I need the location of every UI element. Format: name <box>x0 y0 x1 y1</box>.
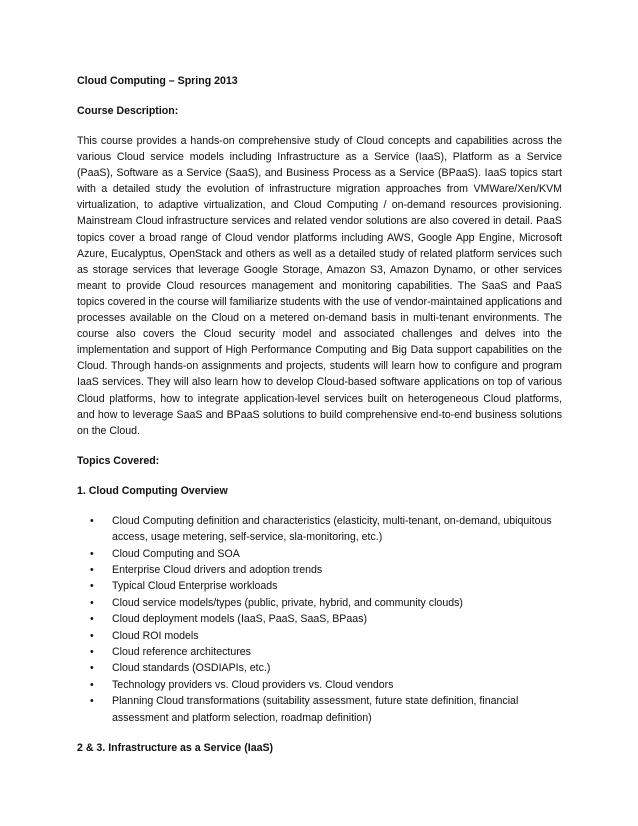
list-item <box>77 693 562 726</box>
bullet-icon: • <box>90 662 94 675</box>
list-item <box>77 677 562 693</box>
list-item-text: Cloud Computing and SOA <box>112 547 240 560</box>
list-item-text: Enterprise Cloud drivers and adoption trends <box>112 564 323 576</box>
list-item-text: Cloud deployment models (IaaS, PaaS, SaaS, BPaas) <box>112 613 367 626</box>
bullet-icon: • <box>90 613 94 626</box>
list-item-text: Cloud standards (OSDIAPIs, etc.) <box>112 662 271 675</box>
list-item-text: Cloud Computing definition and characteristics (elasticity, multi-tenant, on-demand, ubiquitous access, usage metering, self-service, sla-monitoring, etc.) <box>112 514 552 544</box>
list-item <box>77 562 562 578</box>
bullet-icon: • <box>90 646 94 659</box>
section-1-heading: 1. Cloud Computing Overview <box>77 484 228 497</box>
list-item-text: Cloud service models/types (public, private, hybrid, and community clouds) <box>112 596 463 609</box>
list-item <box>77 595 562 611</box>
list-item-text: Cloud reference architectures <box>112 646 251 659</box>
course-description-paragraph: This course provides a hands-on comprehensive study of Cloud concepts and capabilities across the various Cloud service models including Infrastructure as a Service (IaaS), Platform as a Service (PaaS), Software as a Service (SaaS), and Business Process as a Service (BPaaS). IaaS topics start with a detailed study the evolution of infrastructure migration approaches from VMWare/Xen/KVM virtualization, to adaptive virtualization, and Cloud Computing / on-demand resources provisioning. Mainstream Cloud infrastructure services and related vendor solutions are also covered in detail. PaaS topics cover a broad range of Cloud vendor platforms including AWS, Google App Engine, Microsoft Azure, Eucalyptus, OpenStack and others as well as a detailed study of related platform services such as storage services that leverage Google Storage, Amazon S3, Amazon Dynamo, or other services meant to provide Cloud resources management and monitoring capabilities. The SaaS and PaaS topics covered in the course will familiarize students with the use of vendor-maintained applications and processes available on the Cloud on a metered on-demand basis in multi-tenant environments. The course also covers the Cloud security model and associated challenges and delves into the implementation and support of High Performance Computing and Big Data support capabilities on the Cloud. Through hands-on assignments and projects, students will learn how to configure and program IaaS services. They will also learn how to develop Cloud-based software applications on top of various Cloud platforms, how to integrate application-level services built on heterogeneous Cloud platforms, and how to leverage SaaS and BPaaS solutions to build comprehensive end-to-end business solutions on the Cloud. <box>77 135 562 437</box>
bullet-icon: • <box>90 564 94 576</box>
list-item <box>77 611 562 627</box>
list-item-text: Typical Cloud Enterprise workloads <box>112 580 278 593</box>
list-item <box>77 628 562 644</box>
course-description-label: Course Description: <box>77 105 179 117</box>
list-item-text: Planning Cloud transformations (suitability assessment, future state definition, financial assessment and platform selection, roadmap definition) <box>112 695 519 724</box>
list-item <box>77 513 562 546</box>
bullet-icon: • <box>90 695 94 708</box>
section-2-heading: 2 & 3. Infrastructure as a Service (IaaS) <box>77 742 274 755</box>
list-item-text: Cloud ROI models <box>112 629 199 642</box>
document-title: Cloud Computing – Spring 2013 <box>77 75 238 87</box>
document-page <box>77 73 562 770</box>
list-item <box>77 660 562 676</box>
list-item <box>77 578 562 594</box>
list-item <box>77 546 562 562</box>
section-1-topic-list <box>77 513 562 726</box>
bullet-icon: • <box>90 514 94 527</box>
bullet-icon: • <box>90 580 94 593</box>
bullet-icon: • <box>90 629 94 642</box>
bullet-icon: • <box>90 678 94 691</box>
list-item <box>77 644 562 660</box>
bullet-icon: • <box>90 596 94 609</box>
bullet-icon: • <box>90 547 94 560</box>
topics-covered-label: Topics Covered: <box>77 454 160 467</box>
list-item-text: Technology providers vs. Cloud providers vs. Cloud vendors <box>112 678 394 691</box>
